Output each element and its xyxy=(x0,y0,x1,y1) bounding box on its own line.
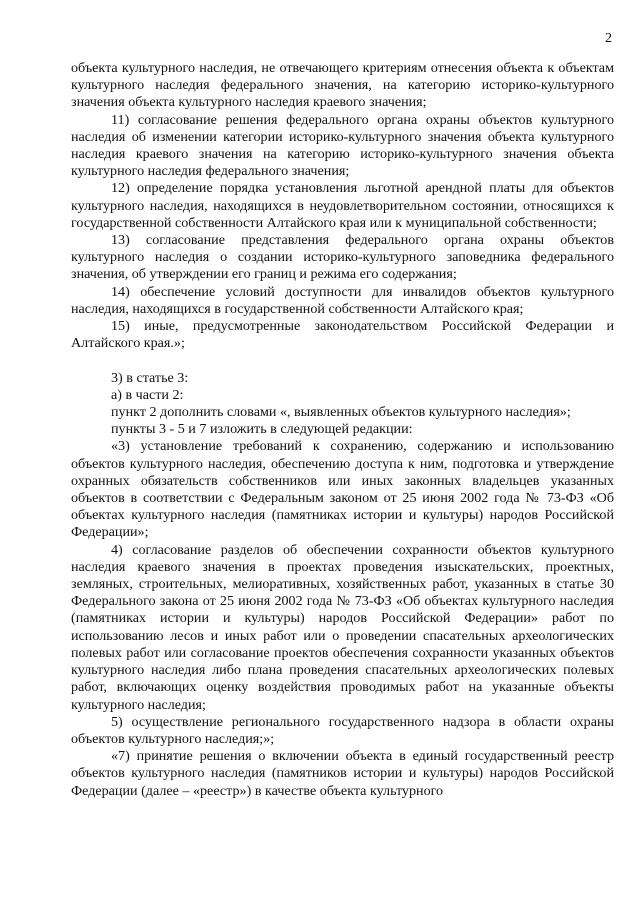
paragraph-item-13: 13) согласование представления федерального органа охраны объектов культурного наследия о создании историко-культурного заповедника федерального значения, об утверждении его границ и режима его содержания; xyxy=(71,232,614,283)
paragraph-point-4: 4) согласование разделов об обеспечении сохранности объектов культурного наследия краевого значения в проектах проведения изыскательских, проектных, земляных, строительных, мелиоративных, хозяйственных работ, указанных в статье 30 Федерального закона от 25 июня 2002 года № 73-ФЗ «Об объектах культурного наследия (памятниках истории и культуры) народов Российской Федерации» работ по использованию лесов и иных работ или о проведении спасательных археологических полевых работ или согласование проектов обеспечения сохранности указанных объектов культурного наследия либо плана проведения спасательных археологических полевых работ, включающих оценку воздействия проводимых работ на указанные объекты культурного наследия; xyxy=(71,541,614,713)
paragraph-point-5: 5) осуществление регионального государственного надзора в области охраны объектов культурного наследия;»; xyxy=(71,713,614,747)
paragraph-item-12: 12) определение порядка установления льготной арендной платы для объектов культурного наследия, находящихся в неудовлетворительном состоянии, относящихся к государственной собственности Алтайского края или к муниципальной собственности; xyxy=(71,180,614,231)
paragraph-amend-points: пункты 3 - 5 и 7 изложить в следующей редакции: xyxy=(111,421,413,438)
blank-line xyxy=(71,352,614,369)
paragraph-part-2: а) в части 2: xyxy=(111,386,184,403)
paragraph-continuation: объекта культурного наследия, не отвечающего критериям отнесения объекта к объектам культурного наследия федерального значения, на категорию историко-культурного значения объекта культурного наследия краевого значения; xyxy=(71,60,614,111)
paragraph-item-11: 11) согласование решения федерального органа охраны объектов культурного наследия об изменении категории историко-культурного значения объекта культурного наследия краевого значения на категорию историко-культурного значения объекта культурного наследия федерального значения; xyxy=(71,111,614,180)
paragraph-point-3: «3) установление требований к сохранению, содержанию и использованию объектов культурного наследия, обеспечению доступа к ним, подготовка и утверждение охранных обязательств собственников или иных законных владельцев указанных объектов в соответствии с Федеральным законом от 25 июня 2002 года № 73-ФЗ «Об объектах культурного наследия (памятниках истории и культуры) народов Российской Федерации»; xyxy=(71,438,614,541)
page-number: 2 xyxy=(605,31,612,46)
paragraph-item-14: 14) обеспечение условий доступности для инвалидов объектов культурного наследия, находящихся в государственной собственности Алтайского края; xyxy=(71,283,614,317)
paragraph-amend-point-2: пункт 2 дополнить словами «, выявленных объектов культурного наследия»; xyxy=(111,404,571,421)
paragraph-article-3: 3) в статье 3: xyxy=(111,369,189,386)
paragraph-point-7: «7) принятие решения о включении объекта в единый государственный реестр объектов культурного наследия (памятников истории и культуры) народов Российской Федерации (далее – «реестр») в качестве объекта культурного xyxy=(71,748,614,799)
document-body xyxy=(71,60,614,800)
paragraph-item-15: 15) иные, предусмотренные законодательством Российской Федерации и Алтайского края.»; xyxy=(71,318,614,352)
